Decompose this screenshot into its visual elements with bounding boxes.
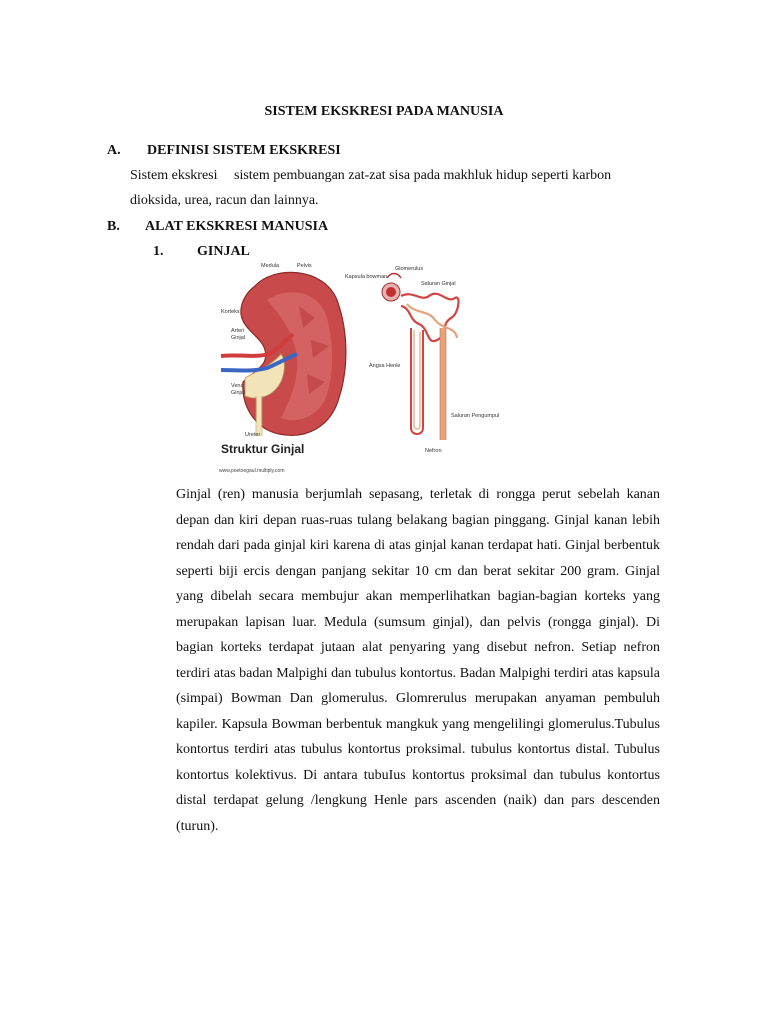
label-vena: Vena <box>231 383 244 389</box>
label-saluran-pengumpul: Saluran Pengumpul <box>451 413 500 419</box>
nephron-illustration <box>382 274 458 441</box>
label-medula: Medula <box>261 263 280 269</box>
figure-source: www.poetoegaul.multiply.com <box>219 468 285 474</box>
section-a-marker: A. <box>107 143 121 158</box>
label-nefron: Nefron <box>425 448 442 454</box>
document-title: SISTEM EKSKRESI PADA MANUSIA <box>264 104 504 119</box>
kidney-figure <box>215 258 500 478</box>
section-b-marker: B. <box>107 219 120 234</box>
kidney-illustration <box>215 258 500 478</box>
definition-term: Sistem ekskresi <box>130 168 218 183</box>
label-vena-ginjal: Ginjal <box>231 390 246 396</box>
section-b-heading: ALAT EKSKRESI MANUSIA <box>145 219 329 234</box>
label-angsa-henle: Angsa Henle <box>369 363 401 369</box>
definition-text-line2: dioksida, urea, racun dan lainnya. <box>130 193 319 208</box>
label-arteri-ginjal: Ginjal <box>231 335 246 341</box>
label-saluran-ginjal: Saluran Ginjal <box>421 281 456 287</box>
section-a-heading: DEFINISI SISTEM EKSKRESI <box>147 143 341 158</box>
label-ureter: Ureter <box>245 432 261 438</box>
label-glomerulus: Glomerulus <box>395 266 424 272</box>
label-kapsula-bowman: Kapsula bowman <box>345 274 388 280</box>
subsection-heading: GINJAL <box>197 244 250 259</box>
label-korteks: Korteks <box>221 309 240 315</box>
figure-caption: Struktur Ginjal <box>221 442 305 456</box>
loop-of-henle <box>411 328 423 434</box>
label-arteri: Arteri <box>231 328 245 334</box>
ginjal-paragraph: Ginjal (ren) manusia berjumlah sepasang, terletak di rongga perut sebelah kanan depan dan kiri depan ruas-ruas tulang belakang bagian pinggang. Ginjal kanan lebih rendah dari pada ginjal kiri karena di atas ginjal kanan terdapat hati. Ginjal berbentuk seperti biji ercis dengan panjang sekitar 10 cm dan berat sekitar 200 gram. Ginjal yang dibelah secara membujur akan memperlihatkan bagian-bagian korteks yang merupakan lapisan luar. Medula (sumsum ginjal), dan pelvis (rongga ginjal). Di bagian korteks terdapat jutaan alat penyaring yang disebut nefron. Setiap nefron terdiri atas badan Malpighi dan tubulus kontortus. Badan Malpighi terdiri atas kapsula (simpai) Bowman Dan glomerulus. Glomrerulus merupakan anyaman pembuluh kapiler. Kapsula Bowman berbentuk mangkuk yang mengelilingi glomerulus.Tubulus kontortus terdiri atas tubulus kontortus proksimal. tubulus kontortus distal. Tubulus kontortus kolektivus. Di antara tubuIus kontortus proksimal dan tubulus kontortus distal terdapat gelung /lengkung Henle pars ascenden (naik) dan pars descenden (turun). <box>176 487 660 834</box>
label-pelvis: Pelvis <box>297 263 312 269</box>
definition-text-line1: sistem pembuangan zat-zat sisa pada makhluk hidup seperti karbon <box>234 168 612 183</box>
subsection-marker: 1. <box>153 244 164 259</box>
